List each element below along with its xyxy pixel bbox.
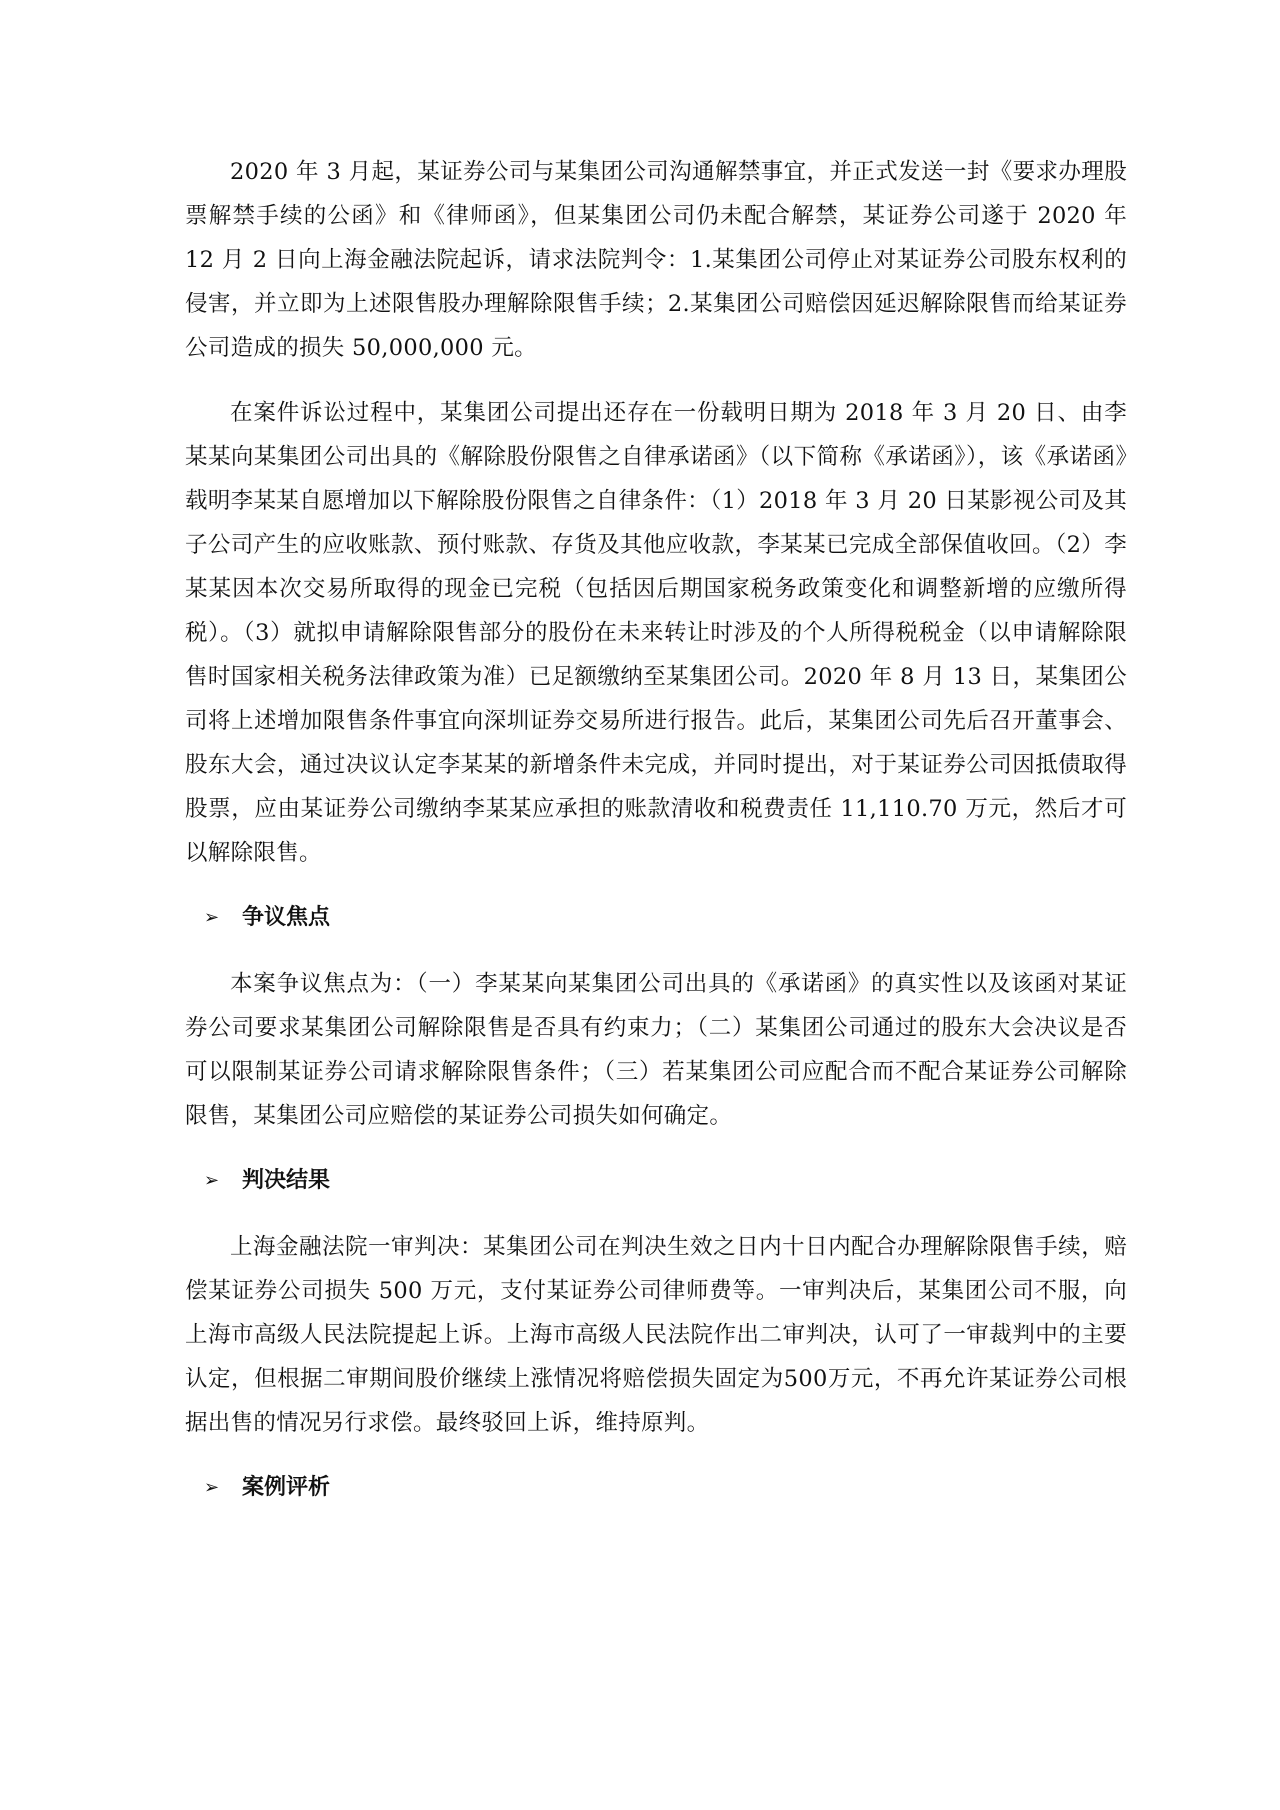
- heading-case-analysis: [185, 1466, 1127, 1510]
- heading-judgment-result: [185, 1159, 1127, 1203]
- paragraph-dispute-focus: 本案争议焦点为：（一）李某某向某集团公司出具的《承诺函》的真实性以及该函对某证券公司要求某集团公司解除限售是否具有约束力；（二）某集团公司通过的股东大会决议是否可以限制某证券公司请求解除限售条件；（三）若某集团公司应配合而不配合某证券公司解除限售，某集团公司应赔偿的某证券公司损失如何确定。: [185, 971, 1127, 1129]
- arrow-bullet-icon: ➢: [204, 1477, 220, 1498]
- document-page: [185, 150, 1127, 1532]
- arrow-bullet-icon: ➢: [204, 1170, 220, 1191]
- heading-judgment-result-title: 判决结果: [242, 1168, 331, 1193]
- heading-dispute-focus: [185, 896, 1127, 940]
- arrow-bullet-icon: ➢: [204, 907, 220, 928]
- heading-dispute-focus-title: 争议焦点: [242, 905, 331, 930]
- paragraph-lawsuit-filing: 2020 年 3 月起，某证券公司与某集团公司沟通解禁事宜，并正式发送一封《要求办理股票解禁手续的公函》和《律师函》，但某集团公司仍未配合解禁，某证券公司遂于 2020 年 12 月 2 日向上海金融法院起诉，请求法院判令：1.某集团公司停止对某证券公司股东权利的侵害，并立即为上述限售股办理解除限售手续；2.某集团公司赔偿因延迟解除限售而给某证券公司造成的损失 50,000,000 元。: [185, 159, 1127, 361]
- heading-case-analysis-title: 案例评析: [242, 1475, 331, 1500]
- paragraph-litigation-process: 在案件诉讼过程中，某集团公司提出还存在一份载明日期为 2018 年 3 月 20 日、由李某某向某集团公司出具的《解除股份限售之自律承诺函》（以下简称《承诺函》），该《承诺函》载明李某某自愿增加以下解除股份限售之自律条件：（1）2018 年 3 月 20 日某影视公司及其子公司产生的应收账款、预付账款、存货及其他应收款，李某某已完成全部保值收回。（2）李某某因本次交易所取得的现金已完税（包括因后期国家税务政策变化和调整新增的应缴所得税）。（3）就拟申请解除限售部分的股份在未来转让时涉及的个人所得税税金（以申请解除限售时国家相关税务法律政策为准）已足额缴纳至某集团公司。2020 年 8 月 13 日，某集团公司将上述增加限售条件事宜向深圳证券交易所进行报告。此后，某集团公司先后召开董事会、股东大会，通过决议认定李某某的新增条件未完成，并同时提出，对于某证券公司因抵债取得股票，应由某证券公司缴纳李某某应承担的账款清收和税费责任 11,110.70 万元，然后才可以解除限售。: [185, 400, 1127, 866]
- paragraph-judgment-result: 上海金融法院一审判决：某集团公司在判决生效之日内十日内配合办理解除限售手续，赔偿某证券公司损失 500 万元，支付某证券公司律师费等。一审判决后，某集团公司不服，向上海市高级人民法院提起上诉。上海市高级人民法院作出二审判决，认可了一审裁判中的主要认定，但根据二审期间股价继续上涨情况将赔偿损失固定为500万元，不再允许某证券公司根据出售的情况另行求偿。最终驳回上诉，维持原判。: [185, 1234, 1127, 1436]
